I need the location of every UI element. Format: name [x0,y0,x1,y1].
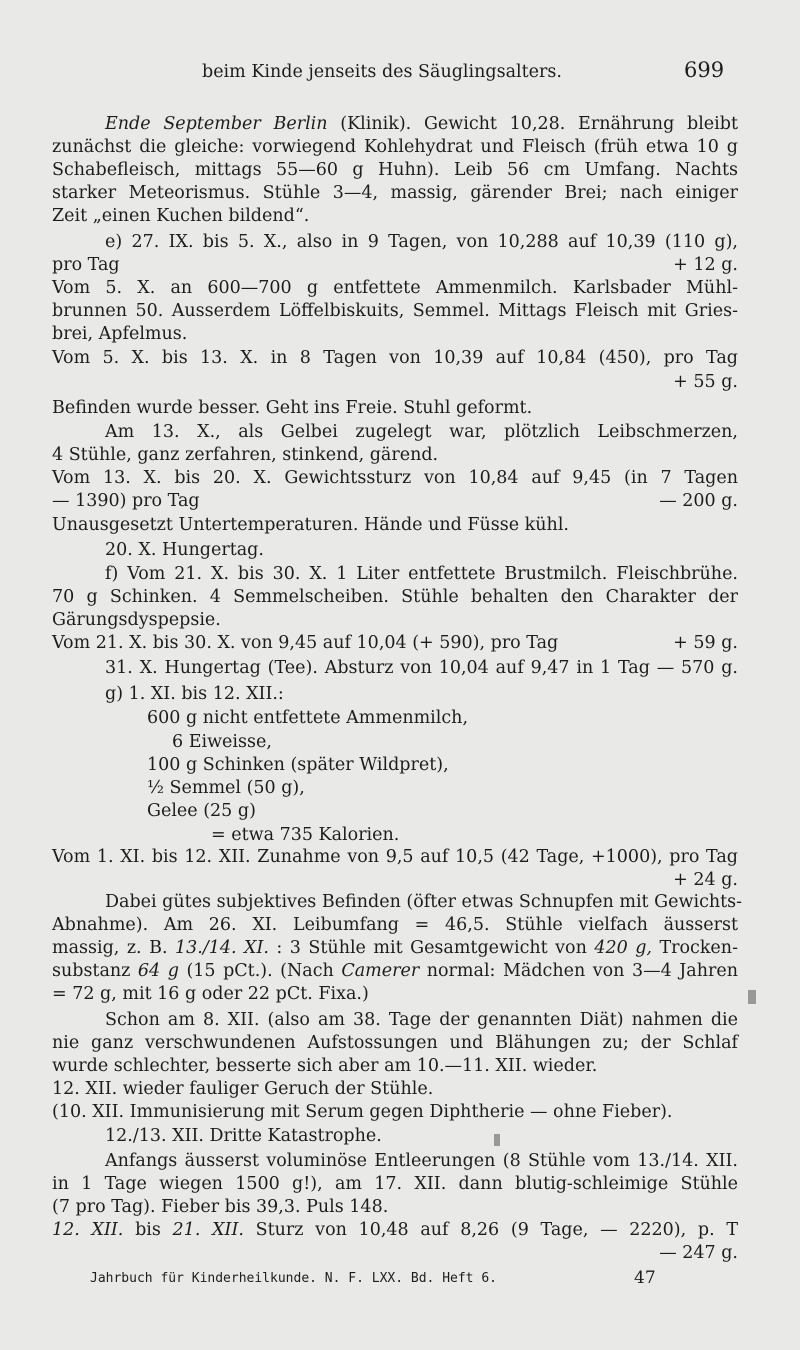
text-line: Vom 13. X. bis 20. X. Gewichtssturz von 10,84 auf 9,45 (in 7 Tagen [52,468,738,488]
text-line [52,631,738,655]
text-line: Zeit „einen Kuchen bildend“. [52,206,310,226]
text-span: normal: Mädchen von 3—4 Jahren [419,961,738,981]
text-line: starker Meteorismus. Stühle 3—4, massig, gärender Brei; nach einiger [52,183,738,203]
text-line [52,936,738,960]
text-line [52,1218,738,1242]
italic-text: 12. XII. [52,1220,124,1240]
text-value-right: — 200 g. [659,491,738,511]
italic-text: 13./14. XI. [174,938,269,958]
text-line: 70 g Schinken. 4 Semmelscheiben. Stühle behalten den Charakter der [52,587,738,607]
text-span: (15 pCt.). (Nach [178,961,342,981]
text-line: nie ganz verschwundenen Aufstossungen und Blähungen zu; der Schlaf [52,1033,738,1053]
text-line: Unausgesetzt Untertemperaturen. Hände und Füsse kühl. [52,515,569,535]
text-line: brei, Apfelmus. [52,324,188,344]
running-head: beim Kinde jenseits des Säuglingsalters. [202,62,562,82]
text-line: (7 pro Tag). Fieber bis 39,3. Puls 148. [52,1197,389,1217]
text-span: Trocken- [651,938,738,958]
text-line: 12./13. XII. Dritte Katastrophe. [105,1126,382,1146]
print-mark [748,990,756,1004]
text-line: 100 g Schinken (später Wildpret), [147,755,449,775]
italic-text: Ende September Berlin [105,114,328,134]
text-line [105,112,738,136]
text-span: bis [123,1220,173,1240]
text-line: 20. X. Hungertag. [105,540,264,560]
text-line: 6 Eiweisse, [172,732,272,752]
text-line: f) Vom 21. X. bis 30. X. 1 Liter entfettete Brustmilch. Fleischbrühe. [105,564,738,584]
text-line: Dabei gütes subjektives Befinden (öfter etwas Schnupfen mit Gewichts- [105,892,743,912]
text-line: (10. XII. Immunisierung mit Serum gegen Diphtherie — ohne Fieber). [52,1102,673,1122]
text-line: Befinden wurde besser. Geht ins Freie. Stuhl geformt. [52,398,533,418]
text-line: = 72 g, mit 16 g oder 22 pCt. Fixa.) [52,984,369,1004]
text-line: Vom 5. X. an 600—700 g entfettete Ammenmilch. Karlsbader Mühl- [52,278,738,298]
print-mark [494,1134,500,1146]
text-line: Abnahme). Am 26. XI. Leibumfang = 46,5. Stühle vielfach äusserst [52,915,738,935]
signature-number: 47 [634,1268,656,1288]
italic-text: 21. XII. [172,1220,244,1240]
text-line: Anfangs äusserst voluminöse Entleerungen (8 Stühle vom 13./14. XII. [105,1151,738,1171]
journal-footer: Jahrbuch für Kinderheilkunde. N. F. LXX. Bd. Heft 6. [90,1271,497,1286]
text-span: (Klinik). Gewicht 10,28. Ernährung bleibt [327,114,738,134]
text-line [52,959,738,983]
text-line: wurde schlechter, besserte sich aber am 10.—11. XII. wieder. [52,1056,598,1076]
text-span: substanz [52,961,138,981]
text-line: 12. XII. wieder fauliger Geruch der Stühle. [52,1079,434,1099]
text-line: e) 27. IX. bis 5. X., also in 9 Tagen, von 10,288 auf 10,39 (110 g), [105,232,738,252]
text-line: Vom 1. XI. bis 12. XII. Zunahme von 9,5 auf 10,5 (42 Tage, +1000), pro Tag [52,847,738,867]
text-value-right: + 12 g. [673,255,738,275]
text-line: = etwa 735 Kalorien. [211,825,400,845]
text-span: Vom 21. X. bis 30. X. von 9,45 auf 10,04 (+ 590), pro Tag [52,633,559,653]
text-line: brunnen 50. Ausserdem Löffelbiskuits, Semmel. Mittags Fleisch mit Gries- [52,301,738,321]
text-line: 31. X. Hungertag (Tee). Absturz von 10,04 auf 9,47 in 1 Tag — 570 g. [105,658,738,678]
text-span: massig, z. B. [52,938,175,958]
text-span: Sturz von 10,48 auf 8,26 (9 Tage, — 2220), p. T [243,1220,739,1240]
text-line: g) 1. XI. bis 12. XII.: [105,684,284,704]
page-number: 699 [684,58,725,82]
text-line: + 24 g. [673,870,738,890]
text-line: in 1 Tage wiegen 1500 g!), am 17. XII. dann blutig-schleimige Stühle [52,1174,738,1194]
text-span: pro Tag [52,255,120,275]
text-line: Schabefleisch, mittags 55—60 g Huhn). Leib 56 cm Umfang. Nachts [52,160,738,180]
text-line: Vom 5. X. bis 13. X. in 8 Tagen von 10,39 auf 10,84 (450), pro Tag [52,348,738,368]
text-span: : 3 Stühle mit Gesamtgewicht von [268,938,595,958]
text-line: Schon am 8. XII. (also am 38. Tage der genannten Diät) nahmen die [105,1010,738,1030]
text-line: zunächst die gleiche: vorwiegend Kohlehydrat und Fleisch (früh etwa 10 g [52,137,738,157]
text-line: Gärungsdyspepsie. [52,610,221,630]
text-line: — 247 g. [659,1243,738,1263]
text-line [52,489,738,513]
text-line: + 55 g. [673,372,738,392]
text-line: Am 13. X., als Gelbei zugelegt war, plötzlich Leibschmerzen, [105,422,738,442]
text-line: ½ Semmel (50 g), [147,778,305,798]
italic-text: 420 g, [594,938,652,958]
text-line: 600 g nicht entfettete Ammenmilch, [147,708,469,728]
text-line: 4 Stühle, ganz zerfahren, stinkend, gärend. [52,445,439,465]
text-line: Gelee (25 g) [147,801,256,821]
text-span: — 1390) pro Tag [52,491,200,511]
text-value-right: + 59 g. [673,633,738,653]
italic-text: 64 g [137,961,179,981]
text-line [52,253,738,277]
italic-text: Camerer [341,961,420,981]
